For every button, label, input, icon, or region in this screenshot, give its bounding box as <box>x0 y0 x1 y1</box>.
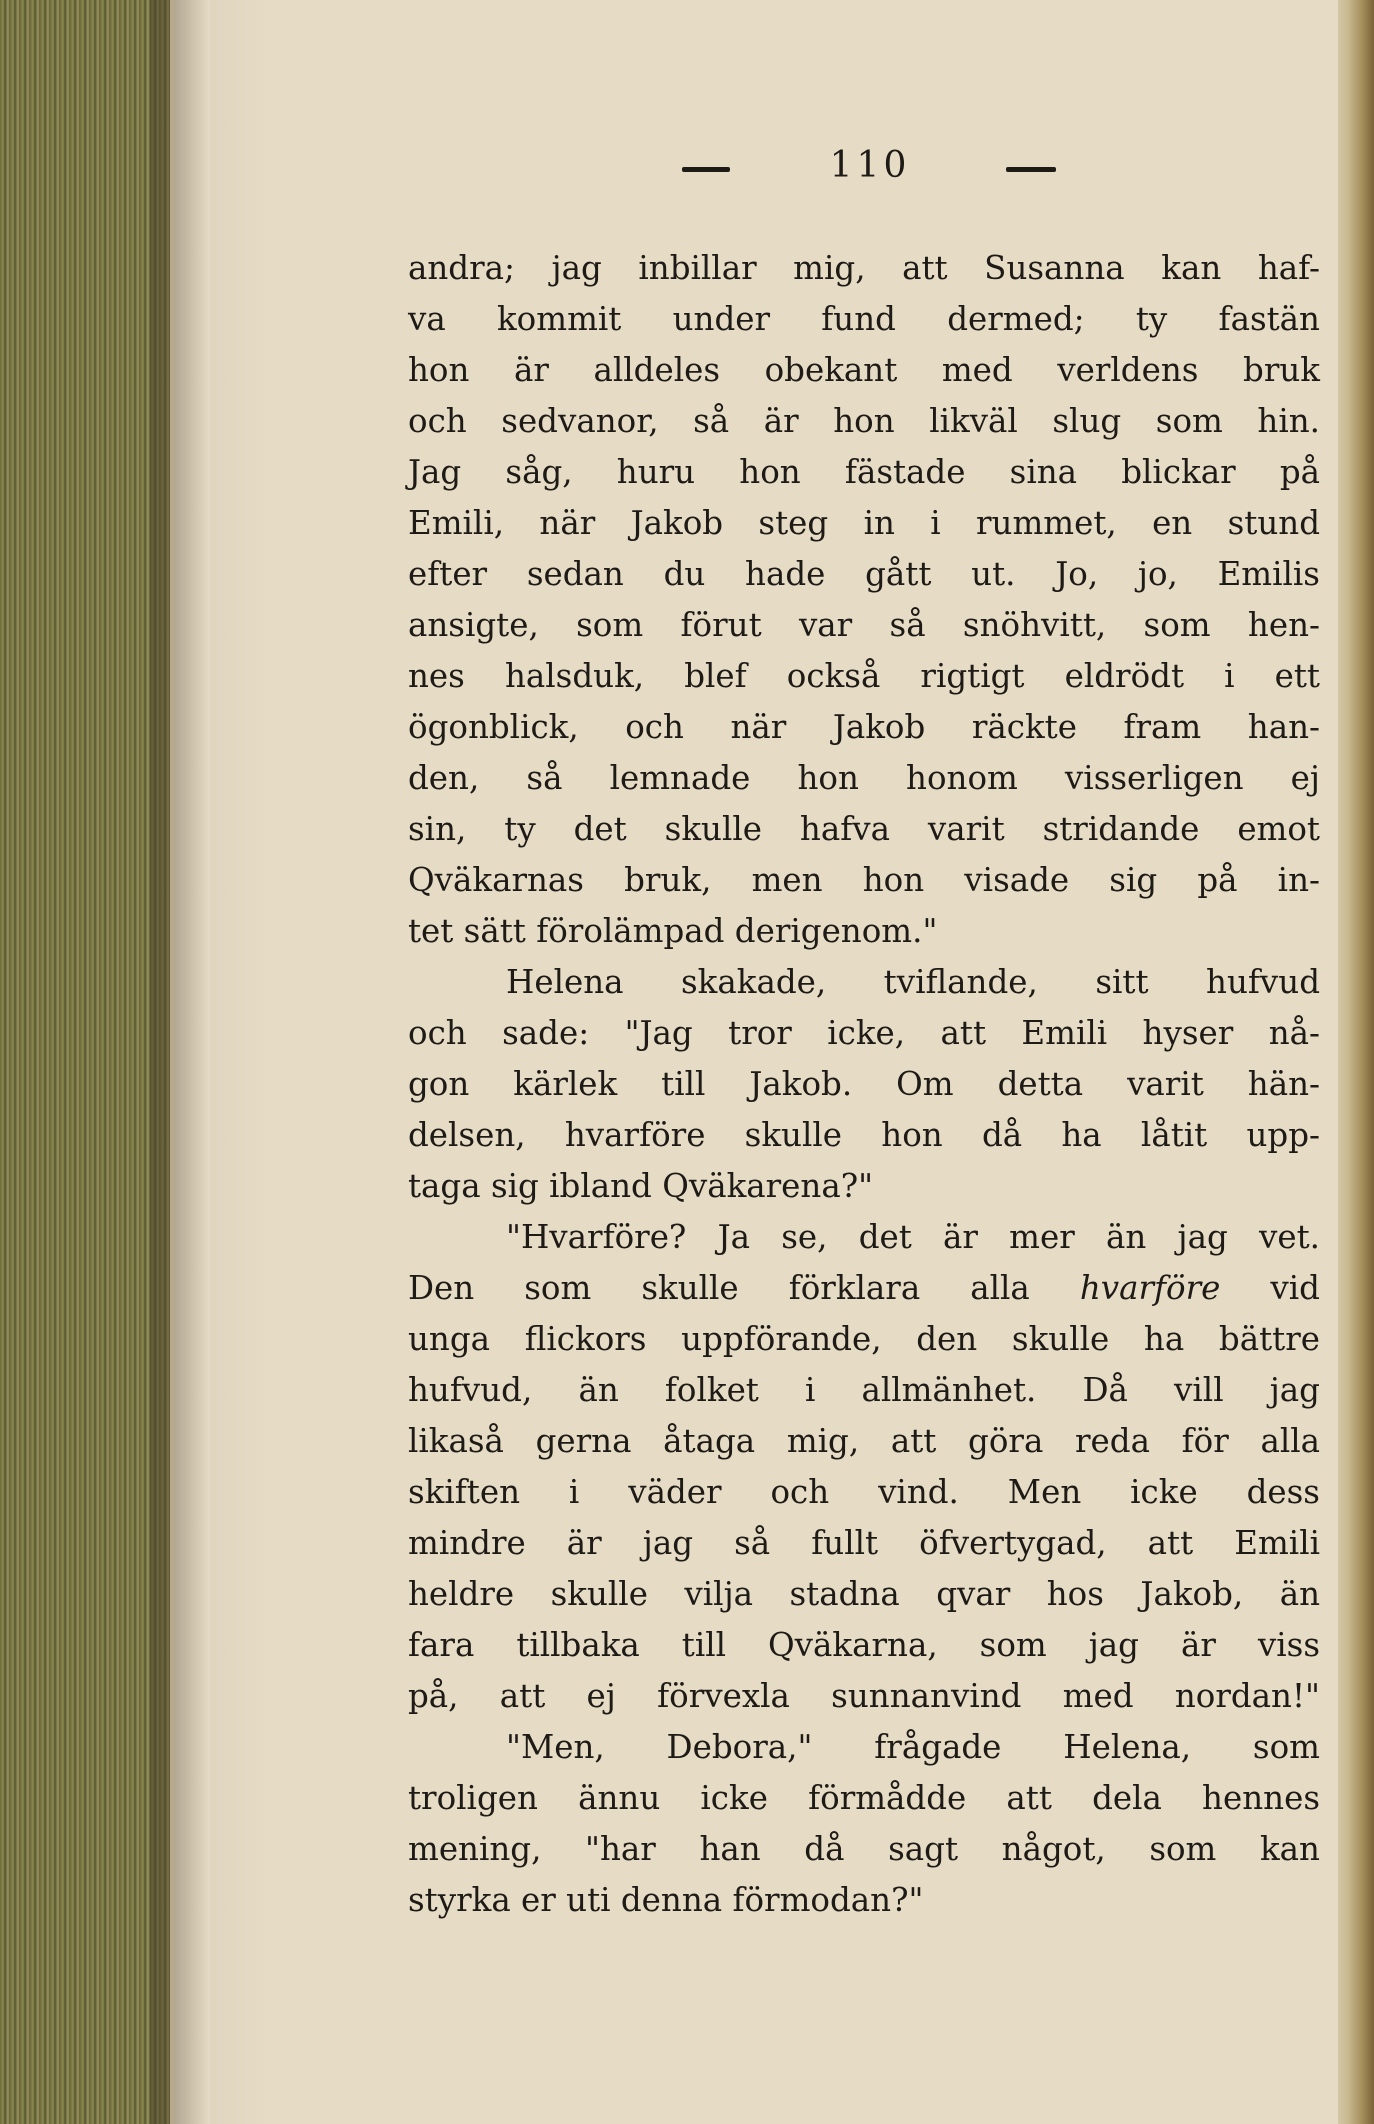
text-line: delsen, hvarföre skulle hon då ha låtit upp- <box>408 1116 1320 1154</box>
text-line: och sedvanor, så är hon likväl slug som hin. <box>408 402 1320 440</box>
header-dash-left <box>682 167 730 172</box>
text-line: unga flickors uppförande, den skulle ha bättre <box>408 1320 1320 1358</box>
text-line: på, att ej förvexla sunnanvind med nordan!" <box>408 1677 1320 1715</box>
text-line: va kommit under fund dermed; ty fastän <box>408 300 1320 338</box>
text-line: efter sedan du hade gått ut. Jo, jo, Emilis <box>408 555 1320 593</box>
header-dash-right <box>1006 167 1056 172</box>
paragraph-start-line: "Hvarföre? Ja se, det är mer än jag vet. <box>506 1218 1320 1256</box>
text-line: Jag såg, huru hon fästade sina blickar på <box>408 453 1320 491</box>
text-line: styrka er uti denna förmodan?" <box>408 1881 924 1919</box>
text-line: ögonblick, och när Jakob räckte fram han- <box>408 708 1320 746</box>
page-header <box>210 145 1338 195</box>
text-line: mindre är jag så fullt öfvertygad, att Emili <box>408 1524 1320 1562</box>
text-line: Qväkarnas bruk, men hon visade sig på in- <box>408 861 1320 899</box>
text-line: andra; jag inbillar mig, att Susanna kan haf- <box>408 249 1320 287</box>
gutter-shadow <box>150 0 210 2124</box>
text-line: den, så lemnade hon honom visserligen ej <box>408 759 1320 797</box>
body-text <box>408 243 1320 1926</box>
facing-page-edge <box>1338 0 1374 2124</box>
text-line: hon är alldeles obekant med verldens bruk <box>408 351 1320 389</box>
text-line-with-italic <box>408 1263 1320 1314</box>
page-number: 110 <box>829 145 911 186</box>
text-line: hufvud, än folket i allmänhet. Då vill jag <box>408 1371 1320 1409</box>
text-line: nes halsduk, blef också rigtigt eldrödt i ett <box>408 657 1320 695</box>
paragraph-start-line: Helena skakade, tviflande, sitt hufvud <box>506 963 1320 1001</box>
paragraph-start-line: "Men, Debora," frågade Helena, som <box>506 1728 1320 1766</box>
book-fore-edge <box>0 0 170 2124</box>
text-line: sin, ty det skulle hafva varit stridande emot <box>408 810 1320 848</box>
text-line: taga sig ibland Qväkarena?" <box>408 1167 874 1205</box>
text-line: ansigte, som förut var så snöhvitt, som hen- <box>408 606 1320 644</box>
text-line: skiften i väder och vind. Men icke dess <box>408 1473 1320 1511</box>
italic-word: hvarföre <box>1079 1269 1221 1307</box>
line-segment: Den som skulle förklara alla <box>408 1269 1030 1307</box>
text-line: tet sätt förolämpad derigenom." <box>408 912 938 950</box>
text-line: och sade: "Jag tror icke, att Emili hyser nå- <box>408 1014 1320 1052</box>
text-line: troligen ännu icke förmådde att dela hennes <box>408 1779 1320 1817</box>
text-line: gon kärlek till Jakob. Om detta varit hän- <box>408 1065 1320 1103</box>
text-line: likaså gerna åtaga mig, att göra reda för alla <box>408 1422 1320 1460</box>
text-line: mening, "har han då sagt något, som kan <box>408 1830 1320 1868</box>
gutter-line <box>170 0 174 2124</box>
text-line: heldre skulle vilja stadna qvar hos Jakob, än <box>408 1575 1320 1613</box>
book-page <box>210 0 1338 2124</box>
line-segment: vid <box>1270 1269 1320 1307</box>
text-line: Emili, när Jakob steg in i rummet, en stund <box>408 504 1320 542</box>
text-line: fara tillbaka till Qväkarna, som jag är viss <box>408 1626 1320 1664</box>
